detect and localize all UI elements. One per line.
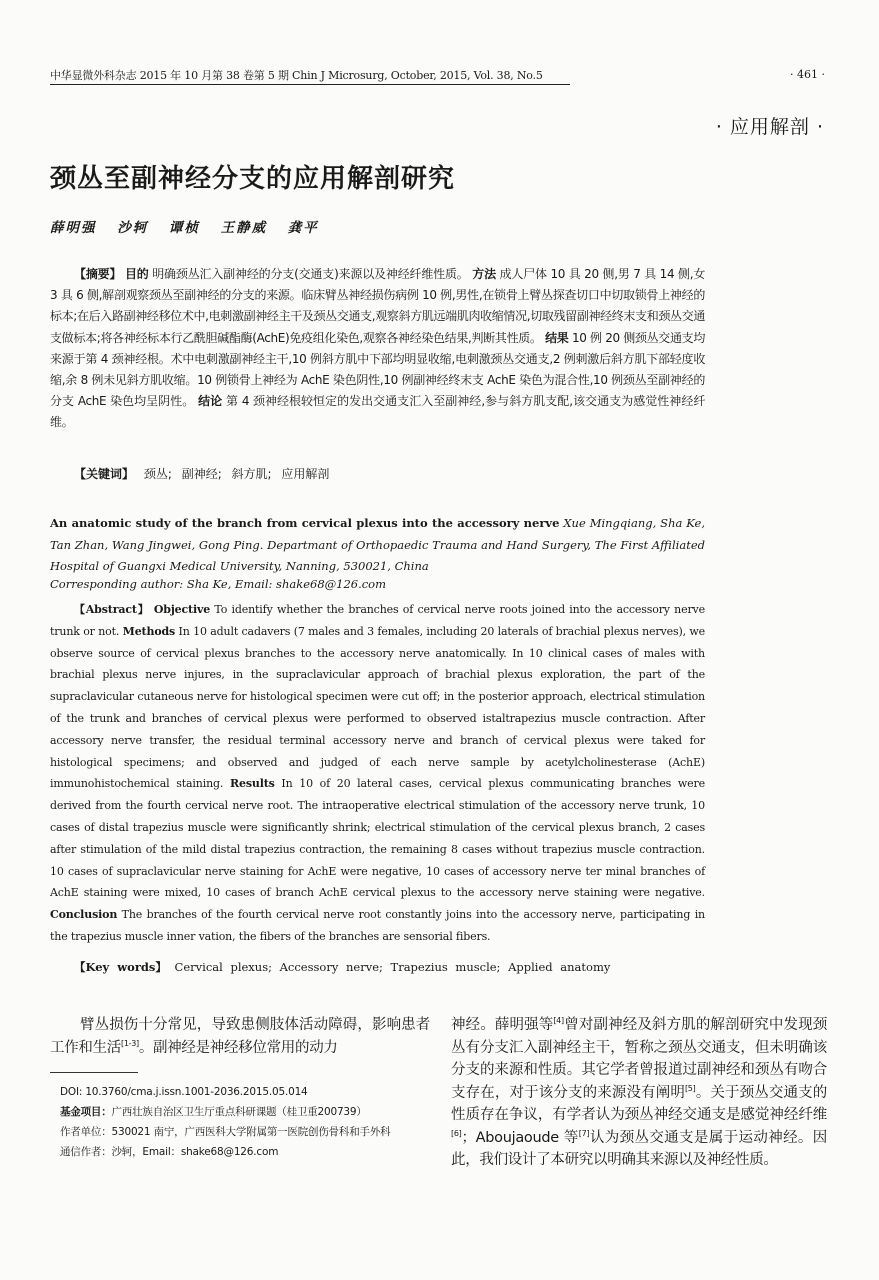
fund-footnote xyxy=(50,1102,430,1122)
body-text: 。副神经是神经移位常用的动力 xyxy=(138,1039,338,1056)
keywords-label: 【关键词】 xyxy=(74,467,135,481)
paper-title: 颈丛至副神经分支的应用解剖研究 xyxy=(50,164,456,194)
conclusion-label: 结论 xyxy=(198,394,223,409)
affiliation-footnote: 作者单位：530021 南宁，广西医科大学附属第一医院创伤骨科和手外科 xyxy=(60,1126,391,1138)
english-title-block xyxy=(50,513,705,578)
body-text: 曾对副神经及斜方肌的解剖研究中发现颈丛有分支汇入副神经主干，暂称之颈丛交通支，但未明确该分支的来源和性质。其它学者曾报道过副神经和颈丛有吻合支存在，对于该分支的来源没有阐明 xyxy=(451,1017,827,1101)
body-text: 认为颈丛交通支是属于运动神经。因此，我们设计了本研究以明确其来源以及神经性质。 xyxy=(451,1129,827,1168)
english-results-label: Results xyxy=(229,777,275,791)
author-list: 薛明强 沙轲 谭桢 王静威 龚平 xyxy=(50,220,319,236)
page-number: · 461 · xyxy=(790,68,825,81)
header-rule xyxy=(50,84,570,85)
fund-label: 基金项目： xyxy=(60,1106,112,1118)
english-conclusion-label: Conclusion xyxy=(50,908,118,922)
english-methods-label: Methods xyxy=(122,624,176,638)
citation: [4] xyxy=(553,1016,564,1026)
chinese-abstract xyxy=(50,264,705,434)
objective-text: 明确颈丛汇入副神经的分支(交通支)来源以及神经纤维性质。 xyxy=(152,267,469,281)
fund-text: 广西壮族自治区卫生厅重点科研课题（桂卫重200739） xyxy=(111,1106,367,1118)
methods-label: 方法 xyxy=(472,267,496,281)
body-right-column xyxy=(451,1014,827,1172)
methods-text: 成人尸体 10 具 20 侧,男 7 具 14 侧,女 3 具 6 侧,解剖观察颈丛至副神经的分支的来源。临床臂丛神经损伤病例 10 例,男性,在锁骨上臂丛探查切口中切取锁骨上神经的标本;在后入路副神经移位术中,电刺激副神经主干及颈丛交通支,观察斜方肌远端肌肉收缩情况,切取残留副神经终末支和颈丛交通支做标本;将各神经标本行乙酰胆碱酯酶(AchE)免疫组化染色,观察各神经染色结果,判断其性质。 xyxy=(50,267,705,345)
english-abstract xyxy=(50,599,705,948)
results-label: 结果 xyxy=(545,330,569,345)
doi-footnote: DOI: 10.3760/cma.j.issn.1001-2036.2015.05.014 xyxy=(60,1086,308,1098)
citation: [7] xyxy=(578,1128,590,1138)
english-abstract-label: 【Abstract】 xyxy=(74,603,150,616)
english-objective-label: Objective xyxy=(153,603,211,616)
english-authors-affiliation: Xue Mingqiang, Sha Ke, Tan Zhan, Wang Jingwei, Gong Ping. Departmant of Orthopaedic Trauma and Hand Surgery, The First Affiliated Hospital of Guangxi Medical University, Nanning, 530021, China xyxy=(50,516,706,573)
chinese-keywords xyxy=(74,465,329,482)
journal-header: 中华显微外科杂志 2015 年 10 月第 38 卷第 5 期 Chin J Microsurg, October, 2015, Vol. 38, No.5 xyxy=(50,69,543,82)
citation: [6] xyxy=(451,1128,462,1138)
body-text: 臂丛损伤十分常见，导致患侧肢体活动障碍，影响患者工作和生活 xyxy=(50,1017,430,1056)
english-keywords-label: 【Key words】 xyxy=(74,960,167,974)
objective-label: 目的 xyxy=(124,267,149,281)
english-title: An anatomic study of the branch from cervical plexus into the accessory nerve xyxy=(50,516,560,530)
body-left-column xyxy=(50,1014,430,1059)
column-tag: · 应用解剖 · xyxy=(715,116,824,138)
abstract-label: 【摘要】 xyxy=(74,267,122,281)
body-text: 。关于颈丛交通支的性质存在争议，有学者认为颈丛神经交通支是感觉神经纤维 xyxy=(451,1084,827,1123)
english-conclusion-text: The branches of the fourth cervical nerve root constantly joins into the accessory nerve, participating in the trapezius muscle inner vation, the fibers of the branches are sensorial fibers. xyxy=(50,908,705,943)
footnotes xyxy=(50,1082,430,1162)
citation: [1-3] xyxy=(121,1038,139,1048)
english-objective-text: To identify whether the branches of cervical nerve roots joined into the accessory nerve trunk or not. xyxy=(50,603,705,638)
english-keywords xyxy=(74,959,610,975)
english-results-text: In 10 of 20 lateral cases, cervical plexus communicating branches were derived from the fourth cervical nerve root. The intraoperative electrical stimulation of the accessory nerve trunk, 10 cases of distal trapezius muscle were significantly shrink; electrical stimulation of the cervical plexus branch, 2 cases after stimulation of the mild distal trapezius contraction, the remaining 8 cases without trapezius muscle contraction. 10 cases of supraclavicular nerve staining for AchE were negative, 10 cases of accessory nerve ter minal branches of AchE staining were mixed, 10 cases of branch AchE cervical plexus to the accessory nerve staining were negative. xyxy=(50,777,705,900)
contact-footnote: 通信作者：沙轲，Email：shake68@126.com xyxy=(60,1146,279,1158)
body-text: 神经。薛明强等 xyxy=(451,1017,554,1033)
keywords-text: 颈丛; 副神经; 斜方肌; 应用解剖 xyxy=(143,467,330,481)
english-methods-text: In 10 adult cadavers (7 males and 3 females, including 20 laterals of brachial plexus nerves), we observe source of cervical plexus branches to the accessory nerve anatomically. In 10 clinical cases of males with brachial plexus nerve injures, in the supraclavicular approach of brachial plexus exploration, the part of the supraclavicular cutaneous nerve for histological specimen were cut off; in the posterior approach, electrical stimulation of the trunk and branches of cervical plexus were performed to observed istaltrapezius muscle contraction. After accessory nerve transfer, the residual terminal accessory nerve and branch of cervical plexus were taked for histological specimens; and observed and judged of each nerve sample by acetylcholinesterase (AchE) immunohistochemical staining. xyxy=(50,624,705,791)
corresponding-author: Corresponding author: Sha Ke, Email: shake68@126.com xyxy=(50,577,387,591)
english-keywords-text: Cervical plexus; Accessory nerve; Trapezius muscle; Applied anatomy xyxy=(174,960,611,974)
conclusion-text: 第 4 颈神经根较恒定的发出交通支汇入至副神经,参与斜方肌支配,该交通支为感觉性神经纤维。 xyxy=(50,394,705,430)
results-text: 10 例 20 侧颈丛交通支均来源于第 4 颈神经根。术中电刺激副神经主干,10 例斜方肌中下部均明显收缩,电刺激颈丛交通支,2 例刺激后斜方肌下部轻度收缩,余 8 例未见斜方肌收缩。10 例锁骨上神经为 AchE 染色阴性,10 例副神经终末支 AchE 染色为混合性,10 例颈丛至副神经的分支 AchE 染色均呈阴性。 xyxy=(50,330,705,409)
citation: [5] xyxy=(684,1083,696,1093)
body-text: ；Aboujaoude 等 xyxy=(461,1129,579,1146)
footnote-rule xyxy=(50,1072,138,1073)
